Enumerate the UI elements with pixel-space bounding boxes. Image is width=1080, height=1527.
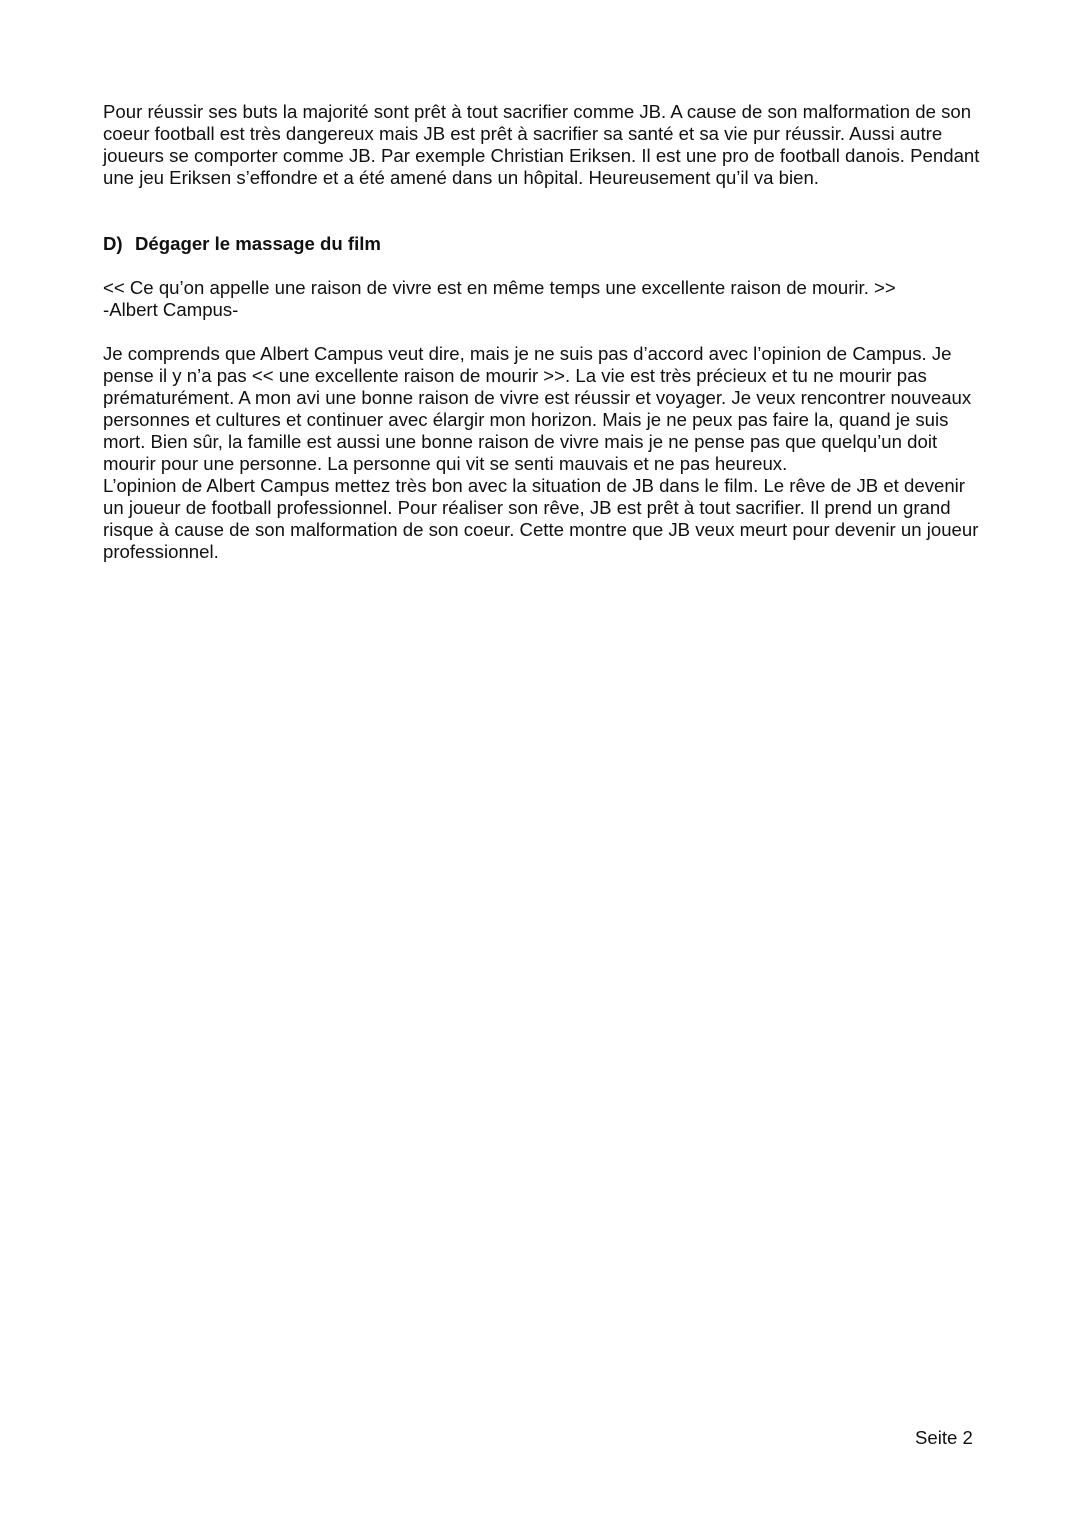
page-number: Seite 2 bbox=[915, 1427, 973, 1448]
section-d-paragraph-1: Je comprends que Albert Campus veut dire, mais je ne suis pas d’accord avec l’opinion de Campus. Je pense il y n’a pas << une excellente raison de mourir >>. La vie est très précieux et tu ne mourir pas prématurément. A mon avi une bonne raison de vivre est réussir et voyager. Je veux rencontrer nouveaux personnes et cultures et continuer avec élargir mon horizon. Mais je ne peux pas faire la, quand je suis mort. Bien sûr, la famille est aussi une bonne raison de vivre mais je ne pense pas que quelqu’un doit mourir pour une personne. La personne qui vit se senti mauvais et ne pas heureux. bbox=[103, 343, 972, 474]
section-d-quote-author: -Albert Campus- bbox=[103, 299, 239, 320]
section-d-letter: D) bbox=[103, 233, 123, 254]
section-d-heading bbox=[103, 233, 983, 255]
section-d-title: Dégager le massage du film bbox=[135, 233, 381, 254]
intro-paragraph: Pour réussir ses buts la majorité sont prêt à tout sacrifier comme JB. A cause de son malformation de son coeur football est très dangereux mais JB est prêt à sacrifier sa santé et sa vie pur réussir. Aussi autre joueurs se comporter comme JB. Par exemple Christian Eriksen. Il est une pro de football danois. Pendant une jeu Eriksen s’effondre et a été amené dans un hôpital. Heureusement qu’il va bien. bbox=[103, 101, 980, 188]
section-d-quote: << Ce qu’on appelle une raison de vivre est en même temps une excellente raison de mourir. >> bbox=[103, 277, 896, 298]
section-d-paragraph-2: L’opinion de Albert Campus mettez très bon avec la situation de JB dans le film. Le rêve de JB et devenir un joueur de football professionnel. Pour réaliser son rêve, JB est prêt à tout sacrifier. Il prend un grand risque à cause de son malformation de son coeur. Cette montre que JB veux meurt pour devenir un joueur professionnel. bbox=[103, 475, 979, 562]
page-content bbox=[103, 101, 983, 563]
